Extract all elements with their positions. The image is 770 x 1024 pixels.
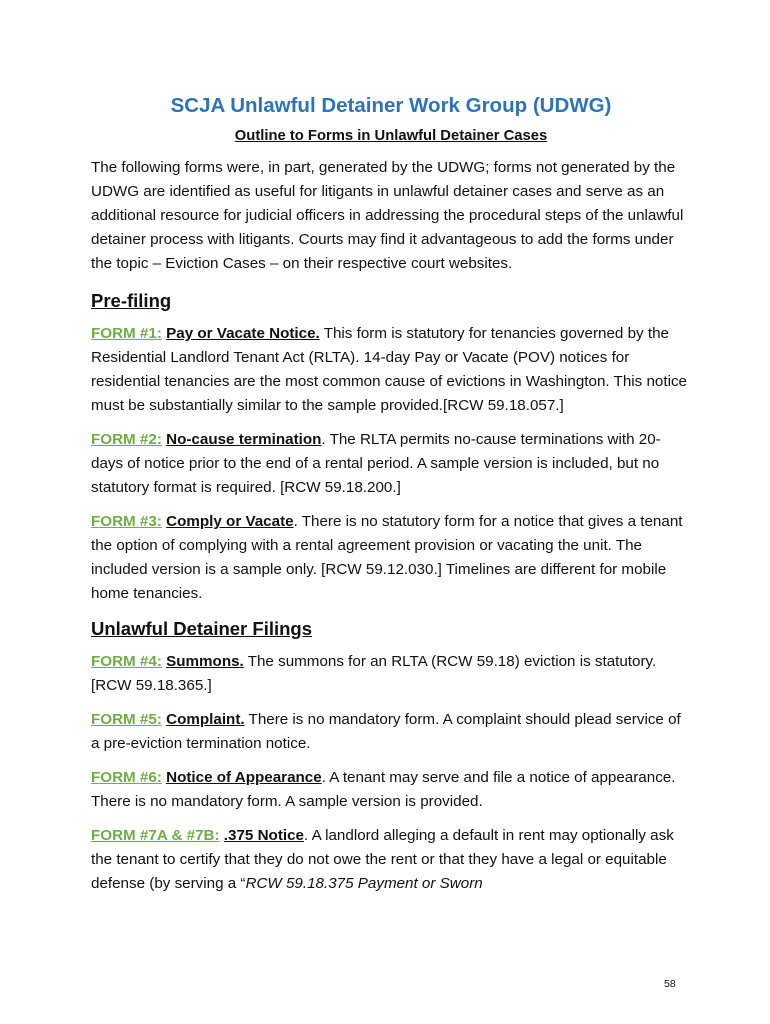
form-2-label: FORM #2: [91, 431, 162, 448]
form-3-text: . There is no statutory form for a notice that gives a tenant the option of complying with a rental agreement provision or vacating the unit. The included version is a sample only. [RCW 59.12.030.] Timelines are different for mobile home tenancies. [91, 513, 683, 602]
document-title: SCJA Unlawful Detainer Work Group (UDWG) [170, 94, 612, 117]
form-4-text: The summons for an RLTA (RCW 59.18) eviction is statutory. [RCW 59.18.365.] [91, 653, 657, 694]
form-7-italic-text: RCW 59.18.375 Payment or Sworn [245, 875, 483, 892]
form-4-label: FORM #4: [91, 653, 162, 670]
document-page [91, 92, 691, 906]
form-6-text: . A tenant may serve and file a notice of appearance. There is no mandatory form. A sample version is provided. [91, 769, 676, 810]
form-4-name: Summons. [166, 653, 244, 670]
form-4-paragraph [91, 650, 691, 698]
document-subtitle: Outline to Forms in Unlawful Detainer Cases [234, 128, 548, 144]
form-1-paragraph [91, 322, 691, 418]
form-6-paragraph [91, 766, 691, 814]
form-7-paragraph [91, 824, 691, 896]
intro-paragraph: The following forms were, in part, generated by the UDWG; forms not generated by the UDWG are identified as useful for litigants in unlawful detainer cases and serve as an additional resource for judicial officers in addressing the procedural steps of the unlawful detainer process with litigants. Courts may find it advantageous to add the forms under the topic – Eviction Cases – on their respective court websites. [91, 159, 684, 272]
form-5-name: Complaint. [166, 711, 245, 728]
form-1-text: This form is statutory for tenancies governed by the Residential Landlord Tenant Act (RLTA). 14-day Pay or Vacate (POV) notices for residential tenancies are the most common cause of evictions in Washington. This notice must be substantially similar to the sample provided.[RCW 59.18.057.] [91, 325, 687, 414]
form-6-label: FORM #6: [91, 769, 162, 786]
form-2-text: . The RLTA permits no-cause terminations with 20-days of notice prior to the end of a rental period. A sample version is included, but no statutory format is required. [RCW 59.18.200.] [91, 431, 661, 496]
form-6-name: Notice of Appearance [166, 769, 322, 786]
section-heading-unlawful-detainer-filings: Unlawful Detainer Filings [91, 618, 312, 639]
section-heading-prefiling: Pre-filing [91, 290, 172, 311]
form-5-paragraph [91, 708, 691, 756]
form-7-name: .375 Notice [223, 827, 304, 844]
form-5-label: FORM #5: [91, 711, 162, 728]
form-3-label: FORM #3: [91, 513, 162, 530]
form-1-name: Pay or Vacate Notice. [166, 325, 320, 342]
form-3-paragraph [91, 510, 691, 606]
form-7-label: FORM #7A & #7B: [91, 827, 220, 844]
form-2-name: No-cause termination [166, 431, 322, 448]
page-number: 58 [664, 978, 676, 990]
form-1-label: FORM #1: [91, 325, 162, 342]
form-7-text: . A landlord alleging a default in rent may optionally ask the tenant to certify that they do not owe the rent or that they have a legal or equitable defense (by serving a “ [91, 827, 674, 892]
form-2-paragraph [91, 428, 691, 500]
form-5-text: There is no mandatory form. A complaint should plead service of a pre-eviction termination notice. [91, 711, 681, 752]
form-3-name: Comply or Vacate [166, 513, 294, 530]
